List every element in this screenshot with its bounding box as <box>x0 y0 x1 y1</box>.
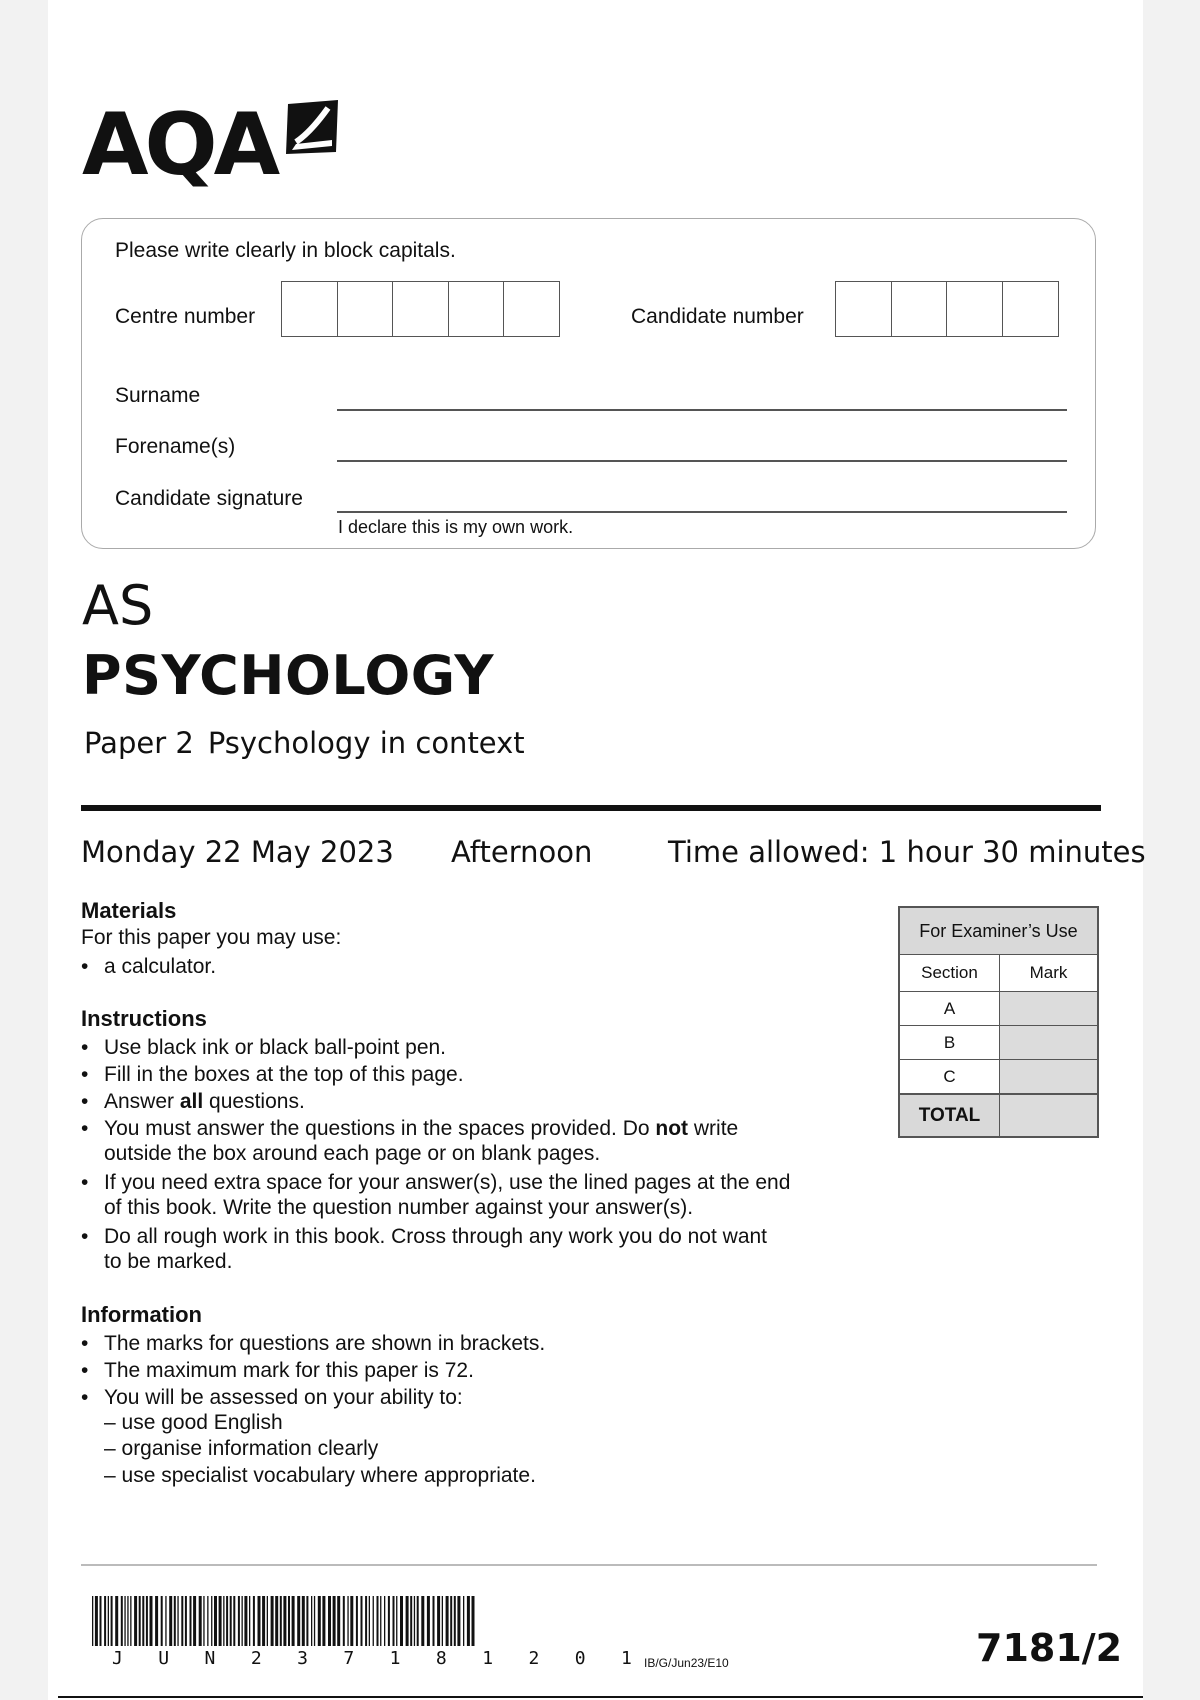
bottom-edge-rule <box>58 1696 1143 1698</box>
centre-digit-box[interactable] <box>281 281 338 337</box>
signature-line[interactable] <box>337 511 1067 513</box>
barcode-image <box>92 1596 477 1646</box>
title-divider <box>81 805 1101 811</box>
forename-line[interactable] <box>337 460 1067 462</box>
centre-digit-box[interactable] <box>448 281 505 337</box>
examiner-table-header-row <box>900 955 1097 992</box>
time-allowed: Time allowed: 1 hour 30 minutes <box>668 835 1146 869</box>
table-row <box>900 992 1097 1026</box>
section-cell: B <box>900 1026 1000 1059</box>
table-row <box>900 1026 1097 1060</box>
information-heading: Information <box>81 1302 202 1327</box>
forename-label: Forename(s) <box>115 435 236 458</box>
document-reference: IB/G/Jun23/E10 <box>644 1656 729 1670</box>
materials-intro: For this paper you may use: <box>81 926 342 949</box>
table-row <box>900 1060 1097 1094</box>
centre-number-label: Centre number <box>115 305 256 328</box>
instruction-continuation: outside the box around each page or on blank pages. <box>104 1142 601 1165</box>
information-subitem: – use specialist vocabulary where appropriate. <box>104 1464 536 1487</box>
candidate-digit-box[interactable] <box>835 281 892 337</box>
barcode-number: J U N 2 3 7 1 8 1 2 0 1 <box>112 1648 645 1669</box>
candidate-number-boxes[interactable] <box>835 281 1057 337</box>
candidate-digit-box[interactable] <box>1002 281 1059 337</box>
candidate-details-box <box>81 218 1096 549</box>
paper-code: 7181/2 <box>976 1626 1123 1670</box>
exam-date: Monday 22 May 2023 <box>81 835 394 869</box>
instructions-heading: Instructions <box>81 1006 207 1031</box>
total-mark-cell <box>1000 1095 1097 1136</box>
block-capitals-instruction: Please write clearly in block capitals. <box>115 239 456 262</box>
surname-label: Surname <box>115 384 201 407</box>
examiner-use-table <box>898 906 1099 1138</box>
logo-wordmark: AQA <box>82 95 277 195</box>
mark-cell <box>1000 1026 1097 1059</box>
examiner-table-heading: For Examiner’s Use <box>900 908 1097 955</box>
centre-digit-box[interactable] <box>392 281 449 337</box>
exam-session: Afternoon <box>451 835 593 869</box>
footer-rule <box>81 1564 1097 1566</box>
mark-cell <box>1000 992 1097 1025</box>
paper-number: Paper 2 <box>84 726 194 760</box>
subject-title: PSYCHOLOGY <box>82 644 495 707</box>
declaration-text: I declare this is my own work. <box>338 517 574 537</box>
section-cell: A <box>900 992 1000 1025</box>
centre-digit-box[interactable] <box>503 281 560 337</box>
surname-line[interactable] <box>337 409 1067 411</box>
information-subitem: – organise information clearly <box>104 1437 379 1460</box>
aqa-tick-icon <box>282 94 342 164</box>
paper-title <box>84 726 525 760</box>
candidate-digit-box[interactable] <box>946 281 1003 337</box>
candidate-number-label: Candidate number <box>631 305 804 328</box>
total-row <box>900 1094 1097 1136</box>
instruction-continuation: to be marked. <box>104 1250 233 1273</box>
section-cell: C <box>900 1060 1000 1093</box>
information-subitem: – use good English <box>104 1411 283 1434</box>
materials-heading: Materials <box>81 898 177 923</box>
candidate-digit-box[interactable] <box>891 281 948 337</box>
qualification-level: AS <box>82 574 154 637</box>
centre-number-boxes[interactable] <box>281 281 559 337</box>
centre-digit-box[interactable] <box>337 281 394 337</box>
mark-column-header: Mark <box>1000 955 1097 991</box>
signature-label: Candidate signature <box>115 487 303 510</box>
instruction-continuation: of this book. Write the question number against your answer(s). <box>104 1196 694 1219</box>
section-column-header: Section <box>900 955 1000 991</box>
paper-name: Psychology in context <box>207 726 525 760</box>
total-label: TOTAL <box>900 1095 1000 1136</box>
mark-cell <box>1000 1060 1097 1093</box>
